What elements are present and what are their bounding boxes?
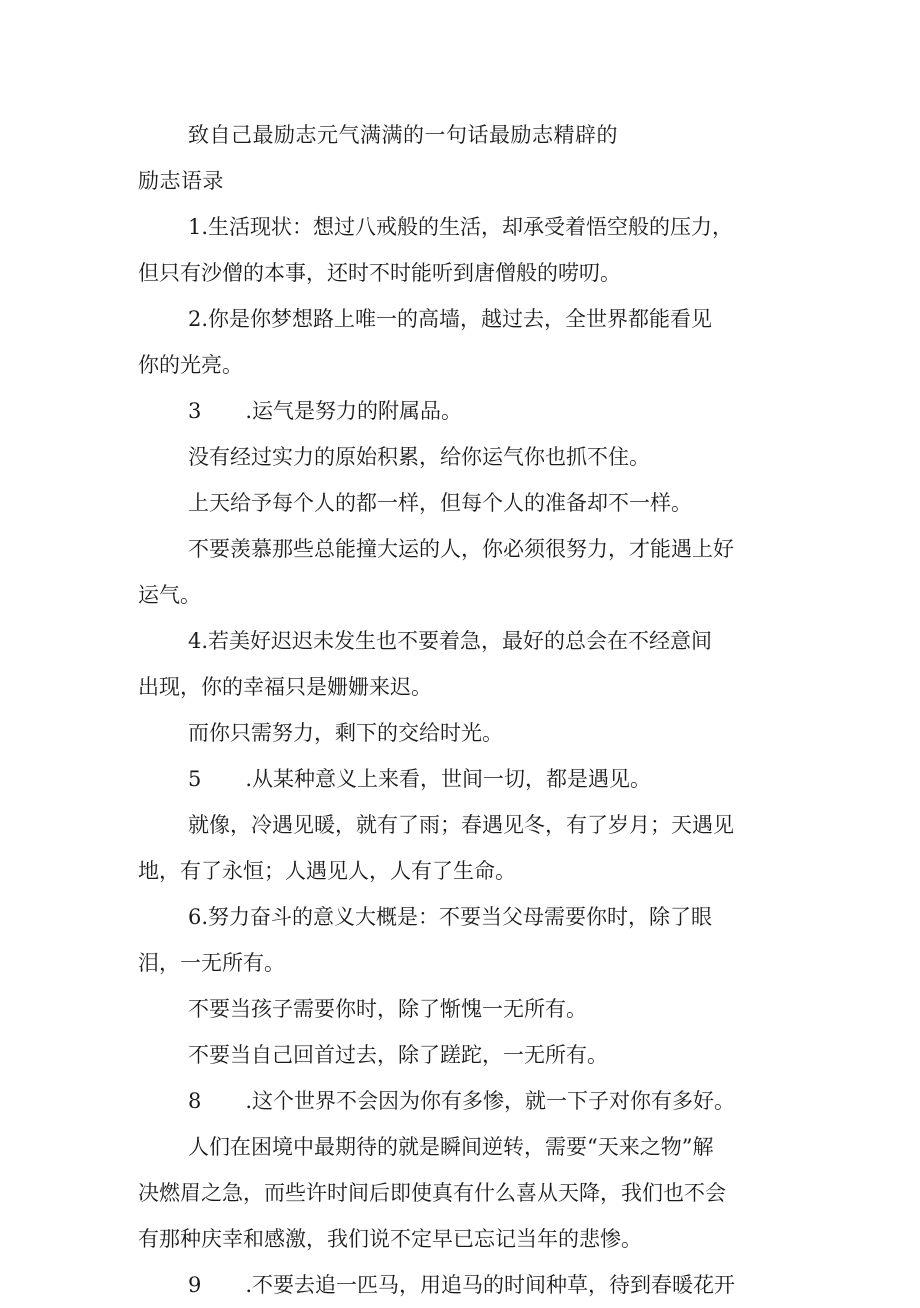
paragraph-7-line-2: 出现，你的幸福只是姗姗来迟。 bbox=[138, 675, 432, 699]
document-title-line-1: 致自己最励志元气满满的一句话最励志精辟的 bbox=[188, 123, 618, 147]
paragraph-15-line-2: 决燃眉之急，而些许时间后即使真有什么喜从天降，我们也不会 bbox=[138, 1181, 726, 1205]
paragraph-2-line-2: 你的光亮。 bbox=[138, 353, 243, 377]
paragraph-8: 而你只需努力，剩下的交给时光。 bbox=[188, 721, 503, 745]
paragraph-6-line-2: 运气。 bbox=[138, 583, 201, 607]
paragraph-14 bbox=[138, 1078, 788, 1124]
paragraph-6-line-1: 不要羡慕那些总能撞大运的人，你必须很努力，才能遇上好 bbox=[188, 537, 734, 561]
document-body bbox=[138, 112, 788, 1308]
paragraph-3 bbox=[138, 388, 788, 434]
paragraph-10-line-1: 就像，冷遇见暖，就有了雨；春遇见冬，有了岁月；天遇见 bbox=[188, 813, 734, 837]
paragraph-1-line-2: 但只有沙僧的本事，还时不时能听到唐僧般的唠叨。 bbox=[138, 261, 621, 285]
item-text: .这个世界不会因为你有多惨，就一下子对你有多好。 bbox=[245, 1089, 736, 1113]
paragraph-12: 不要当孩子需要你时，除了惭愧一无所有。 bbox=[188, 997, 587, 1021]
paragraph-13: 不要当自己回首过去，除了蹉跎，一无所有。 bbox=[188, 1043, 608, 1067]
item-text: .运气是努力的附属品。 bbox=[245, 399, 463, 423]
paragraph-10-line-2: 地，有了永恒；人遇见人，人有了生命。 bbox=[138, 859, 516, 883]
item-number: 9 bbox=[188, 1273, 202, 1297]
item-number: 5 bbox=[188, 767, 202, 791]
paragraph-15-line-1: 人们在困境中最期待的就是瞬间逆转，需要“天来之物”解 bbox=[188, 1135, 714, 1159]
item-text: .从某种意义上来看，世间一切，都是遇见。 bbox=[245, 767, 652, 791]
item-number: 8 bbox=[188, 1089, 202, 1113]
paragraph-4: 没有经过实力的原始积累，给你运气你也抓不住。 bbox=[188, 445, 650, 469]
paragraph-11-line-2: 泪，一无所有。 bbox=[138, 951, 285, 975]
item-text: .不要去追一匹马，用追马的时间种草，待到春暖花开 bbox=[245, 1273, 736, 1297]
paragraph-1-line-1: 1.生活现状：想过八戒般的生活，却承受着悟空般的压力， bbox=[188, 215, 734, 239]
paragraph-9 bbox=[138, 756, 788, 802]
paragraph-7-line-1: 4.若美好迟迟未发生也不要着急，最好的总会在不经意间 bbox=[188, 629, 713, 653]
item-number: 3 bbox=[188, 399, 202, 423]
paragraph-16 bbox=[138, 1262, 788, 1308]
document-title-line-2: 励志语录 bbox=[138, 169, 224, 193]
paragraph-5: 上天给予每个人的都一样，但每个人的准备却不一样。 bbox=[188, 491, 692, 515]
paragraph-2-line-1: 2.你是你梦想路上唯一的高墙，越过去，全世界都能看见 bbox=[188, 307, 713, 331]
paragraph-11-line-1: 6.努力奋斗的意义大概是：不要当父母需要你时，除了眼 bbox=[188, 905, 713, 929]
paragraph-15-line-3: 有那种庆幸和感激，我们说不定早已忘记当年的悲惨。 bbox=[138, 1227, 642, 1251]
